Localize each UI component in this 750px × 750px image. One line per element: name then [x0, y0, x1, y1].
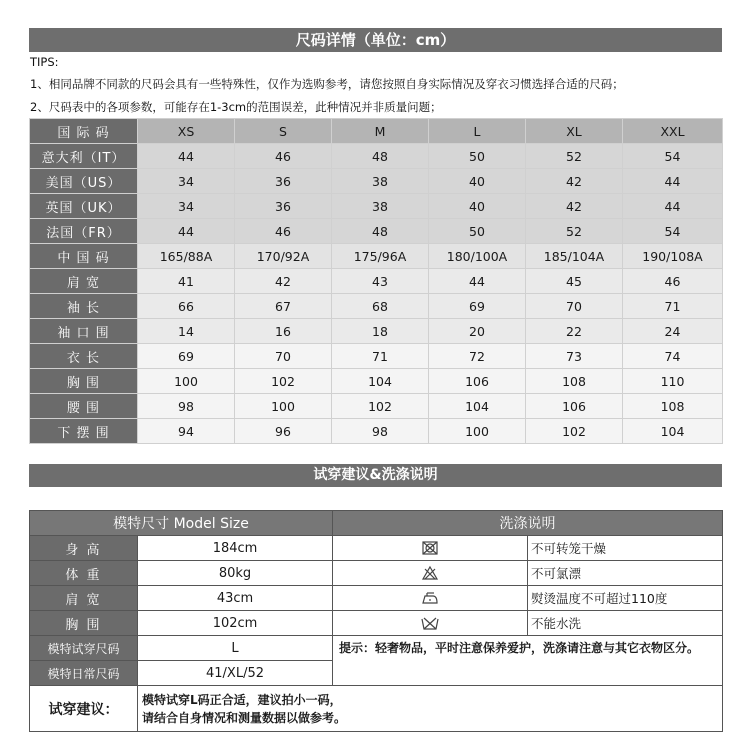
size-cell: 44	[138, 144, 235, 169]
model-trial-size-value: L	[138, 636, 333, 661]
size-row-label: 衣 长	[30, 344, 138, 369]
size-table-row	[30, 269, 723, 294]
size-cell: 108	[526, 369, 623, 394]
size-cell: 38	[332, 194, 429, 219]
size-cell: 52	[526, 219, 623, 244]
size-cell: 54	[623, 144, 723, 169]
size-cell: 24	[623, 319, 723, 344]
size-cell: 100	[429, 419, 526, 444]
size-cell: 50	[429, 144, 526, 169]
size-cell: 71	[623, 294, 723, 319]
size-cell: 67	[235, 294, 332, 319]
tips-label: TIPS:	[30, 55, 59, 69]
size-cell: 44	[429, 269, 526, 294]
size-cell: 41	[138, 269, 235, 294]
size-table-row	[30, 394, 723, 419]
no-wash-icon	[333, 611, 528, 636]
size-cell: 34	[138, 169, 235, 194]
size-cell: 22	[526, 319, 623, 344]
size-row-label: 下 摆 围	[30, 419, 138, 444]
size-cell: 34	[138, 194, 235, 219]
model-trial-size-label: 模特试穿尺码	[30, 636, 138, 661]
size-cell: 104	[332, 369, 429, 394]
iron-icon	[333, 586, 528, 611]
model-daily-size-value: 41/XL/52	[138, 661, 333, 686]
size-row-label: 美国（US）	[30, 169, 138, 194]
size-cell: 108	[623, 394, 723, 419]
size-table-row	[30, 319, 723, 344]
size-cell: 100	[235, 394, 332, 419]
size-cell: 170/92A	[235, 244, 332, 269]
size-table-row	[30, 344, 723, 369]
size-cell: 16	[235, 319, 332, 344]
model-chest-value: 102cm	[138, 611, 333, 636]
size-cell: 42	[526, 194, 623, 219]
model-weight-label: 体 重	[30, 561, 138, 586]
size-cell: 98	[138, 394, 235, 419]
size-cell: 42	[526, 169, 623, 194]
washing-header: 洗涤说明	[333, 511, 723, 536]
size-cell: 110	[623, 369, 723, 394]
fitting-advice-line-2: 请结合自身情况和测量数据以做参考。	[142, 710, 347, 725]
model-daily-size-label: 模特日常尺码	[30, 661, 138, 686]
size-row-label: 胸 围	[30, 369, 138, 394]
size-cell: 68	[332, 294, 429, 319]
model-height-label: 身 高	[30, 536, 138, 561]
tip-line-1: 1、相同品牌不同款的尺码会具有一些特殊性，仅作为选购参考，请您按照自身实际情况及穿衣习惯选择合适的尺码；	[30, 77, 624, 91]
size-cell: 190/108A	[623, 244, 723, 269]
size-cell: 70	[235, 344, 332, 369]
size-cell: 14	[138, 319, 235, 344]
model-weight-value: 80kg	[138, 561, 333, 586]
model-shoulder-value: 43cm	[138, 586, 333, 611]
fitting-washing-title: 试穿建议&洗涤说明	[29, 464, 722, 487]
washing-text-4: 不能水洗	[528, 611, 723, 636]
size-cell: 42	[235, 269, 332, 294]
washing-text-2: 不可氯漂	[528, 561, 723, 586]
size-table-row	[30, 169, 723, 194]
size-cell: 180/100A	[429, 244, 526, 269]
fitting-advice-label: 试穿建议：	[30, 686, 138, 732]
size-row-label: 意大利（IT）	[30, 144, 138, 169]
size-cell: 46	[235, 144, 332, 169]
washing-note: 提示：轻奢物品，平时注意保养爱护，洗涤请注意与其它衣物区分。	[333, 636, 723, 686]
size-cell: 36	[235, 169, 332, 194]
size-row-label: 腰 围	[30, 394, 138, 419]
size-cell: 100	[138, 369, 235, 394]
size-cell: 102	[235, 369, 332, 394]
no-bleach-icon	[333, 561, 528, 586]
size-cell: 73	[526, 344, 623, 369]
size-cell: 165/88A	[138, 244, 235, 269]
size-cell: 18	[332, 319, 429, 344]
tip-line-2: 2、尺码表中的各项参数，可能存在1-3cm的范围误差，此种情况并非质量问题；	[30, 100, 442, 114]
size-row-label: 法国（FR）	[30, 219, 138, 244]
size-cell: 104	[623, 419, 723, 444]
size-cell: 106	[526, 394, 623, 419]
size-cell: 96	[235, 419, 332, 444]
size-cell: 102	[526, 419, 623, 444]
size-cell: 38	[332, 169, 429, 194]
size-table-row	[30, 369, 723, 394]
size-cell: 74	[623, 344, 723, 369]
size-table-row	[30, 244, 723, 269]
size-table-row	[30, 194, 723, 219]
size-cell: 70	[526, 294, 623, 319]
size-chart-table	[29, 118, 723, 444]
size-cell: 52	[526, 144, 623, 169]
size-cell: S	[235, 119, 332, 144]
size-table-row	[30, 294, 723, 319]
size-cell: 98	[332, 419, 429, 444]
size-cell: 102	[332, 394, 429, 419]
washing-text-3: 熨烫温度不可超过110度	[528, 586, 723, 611]
size-row-label: 中 国 码	[30, 244, 138, 269]
model-chest-label: 胸 围	[30, 611, 138, 636]
size-cell: 175/96A	[332, 244, 429, 269]
size-cell: XXL	[623, 119, 723, 144]
size-cell: 66	[138, 294, 235, 319]
no-tumble-dry-icon	[333, 536, 528, 561]
size-cell: L	[429, 119, 526, 144]
size-table-row	[30, 144, 723, 169]
size-table-row	[30, 419, 723, 444]
size-cell: 69	[138, 344, 235, 369]
size-cell: 40	[429, 194, 526, 219]
size-row-label: 英国（UK）	[30, 194, 138, 219]
size-cell: 46	[623, 269, 723, 294]
size-cell: 40	[429, 169, 526, 194]
size-row-label: 国 际 码	[30, 119, 138, 144]
size-row-label: 袖 口 围	[30, 319, 138, 344]
size-cell: 72	[429, 344, 526, 369]
size-cell: 45	[526, 269, 623, 294]
size-row-label: 袖 长	[30, 294, 138, 319]
size-cell: 44	[138, 219, 235, 244]
size-cell: 94	[138, 419, 235, 444]
washing-text-1: 不可转笼干燥	[528, 536, 723, 561]
size-cell: 44	[623, 169, 723, 194]
model-washing-table	[29, 510, 723, 732]
size-cell: 69	[429, 294, 526, 319]
size-cell: 185/104A	[526, 244, 623, 269]
fitting-advice-line-1: 模特试穿L码正合适，建议拍小一码，	[142, 692, 342, 707]
size-cell: 71	[332, 344, 429, 369]
model-height-value: 184cm	[138, 536, 333, 561]
size-cell: M	[332, 119, 429, 144]
size-cell: 50	[429, 219, 526, 244]
size-cell: XS	[138, 119, 235, 144]
size-cell: 20	[429, 319, 526, 344]
size-table-row	[30, 119, 723, 144]
model-size-header: 模特尺寸 Model Size	[30, 511, 333, 536]
model-shoulder-label: 肩 宽	[30, 586, 138, 611]
size-cell: 46	[235, 219, 332, 244]
size-details-title: 尺码详情（单位：cm）	[29, 28, 722, 52]
size-cell: 106	[429, 369, 526, 394]
size-table-row	[30, 219, 723, 244]
size-cell: 48	[332, 144, 429, 169]
size-cell: 36	[235, 194, 332, 219]
size-cell: 44	[623, 194, 723, 219]
size-row-label: 肩 宽	[30, 269, 138, 294]
size-cell: 104	[429, 394, 526, 419]
size-cell: 43	[332, 269, 429, 294]
size-cell: XL	[526, 119, 623, 144]
size-cell: 48	[332, 219, 429, 244]
size-cell: 54	[623, 219, 723, 244]
fitting-advice-text	[138, 686, 723, 732]
